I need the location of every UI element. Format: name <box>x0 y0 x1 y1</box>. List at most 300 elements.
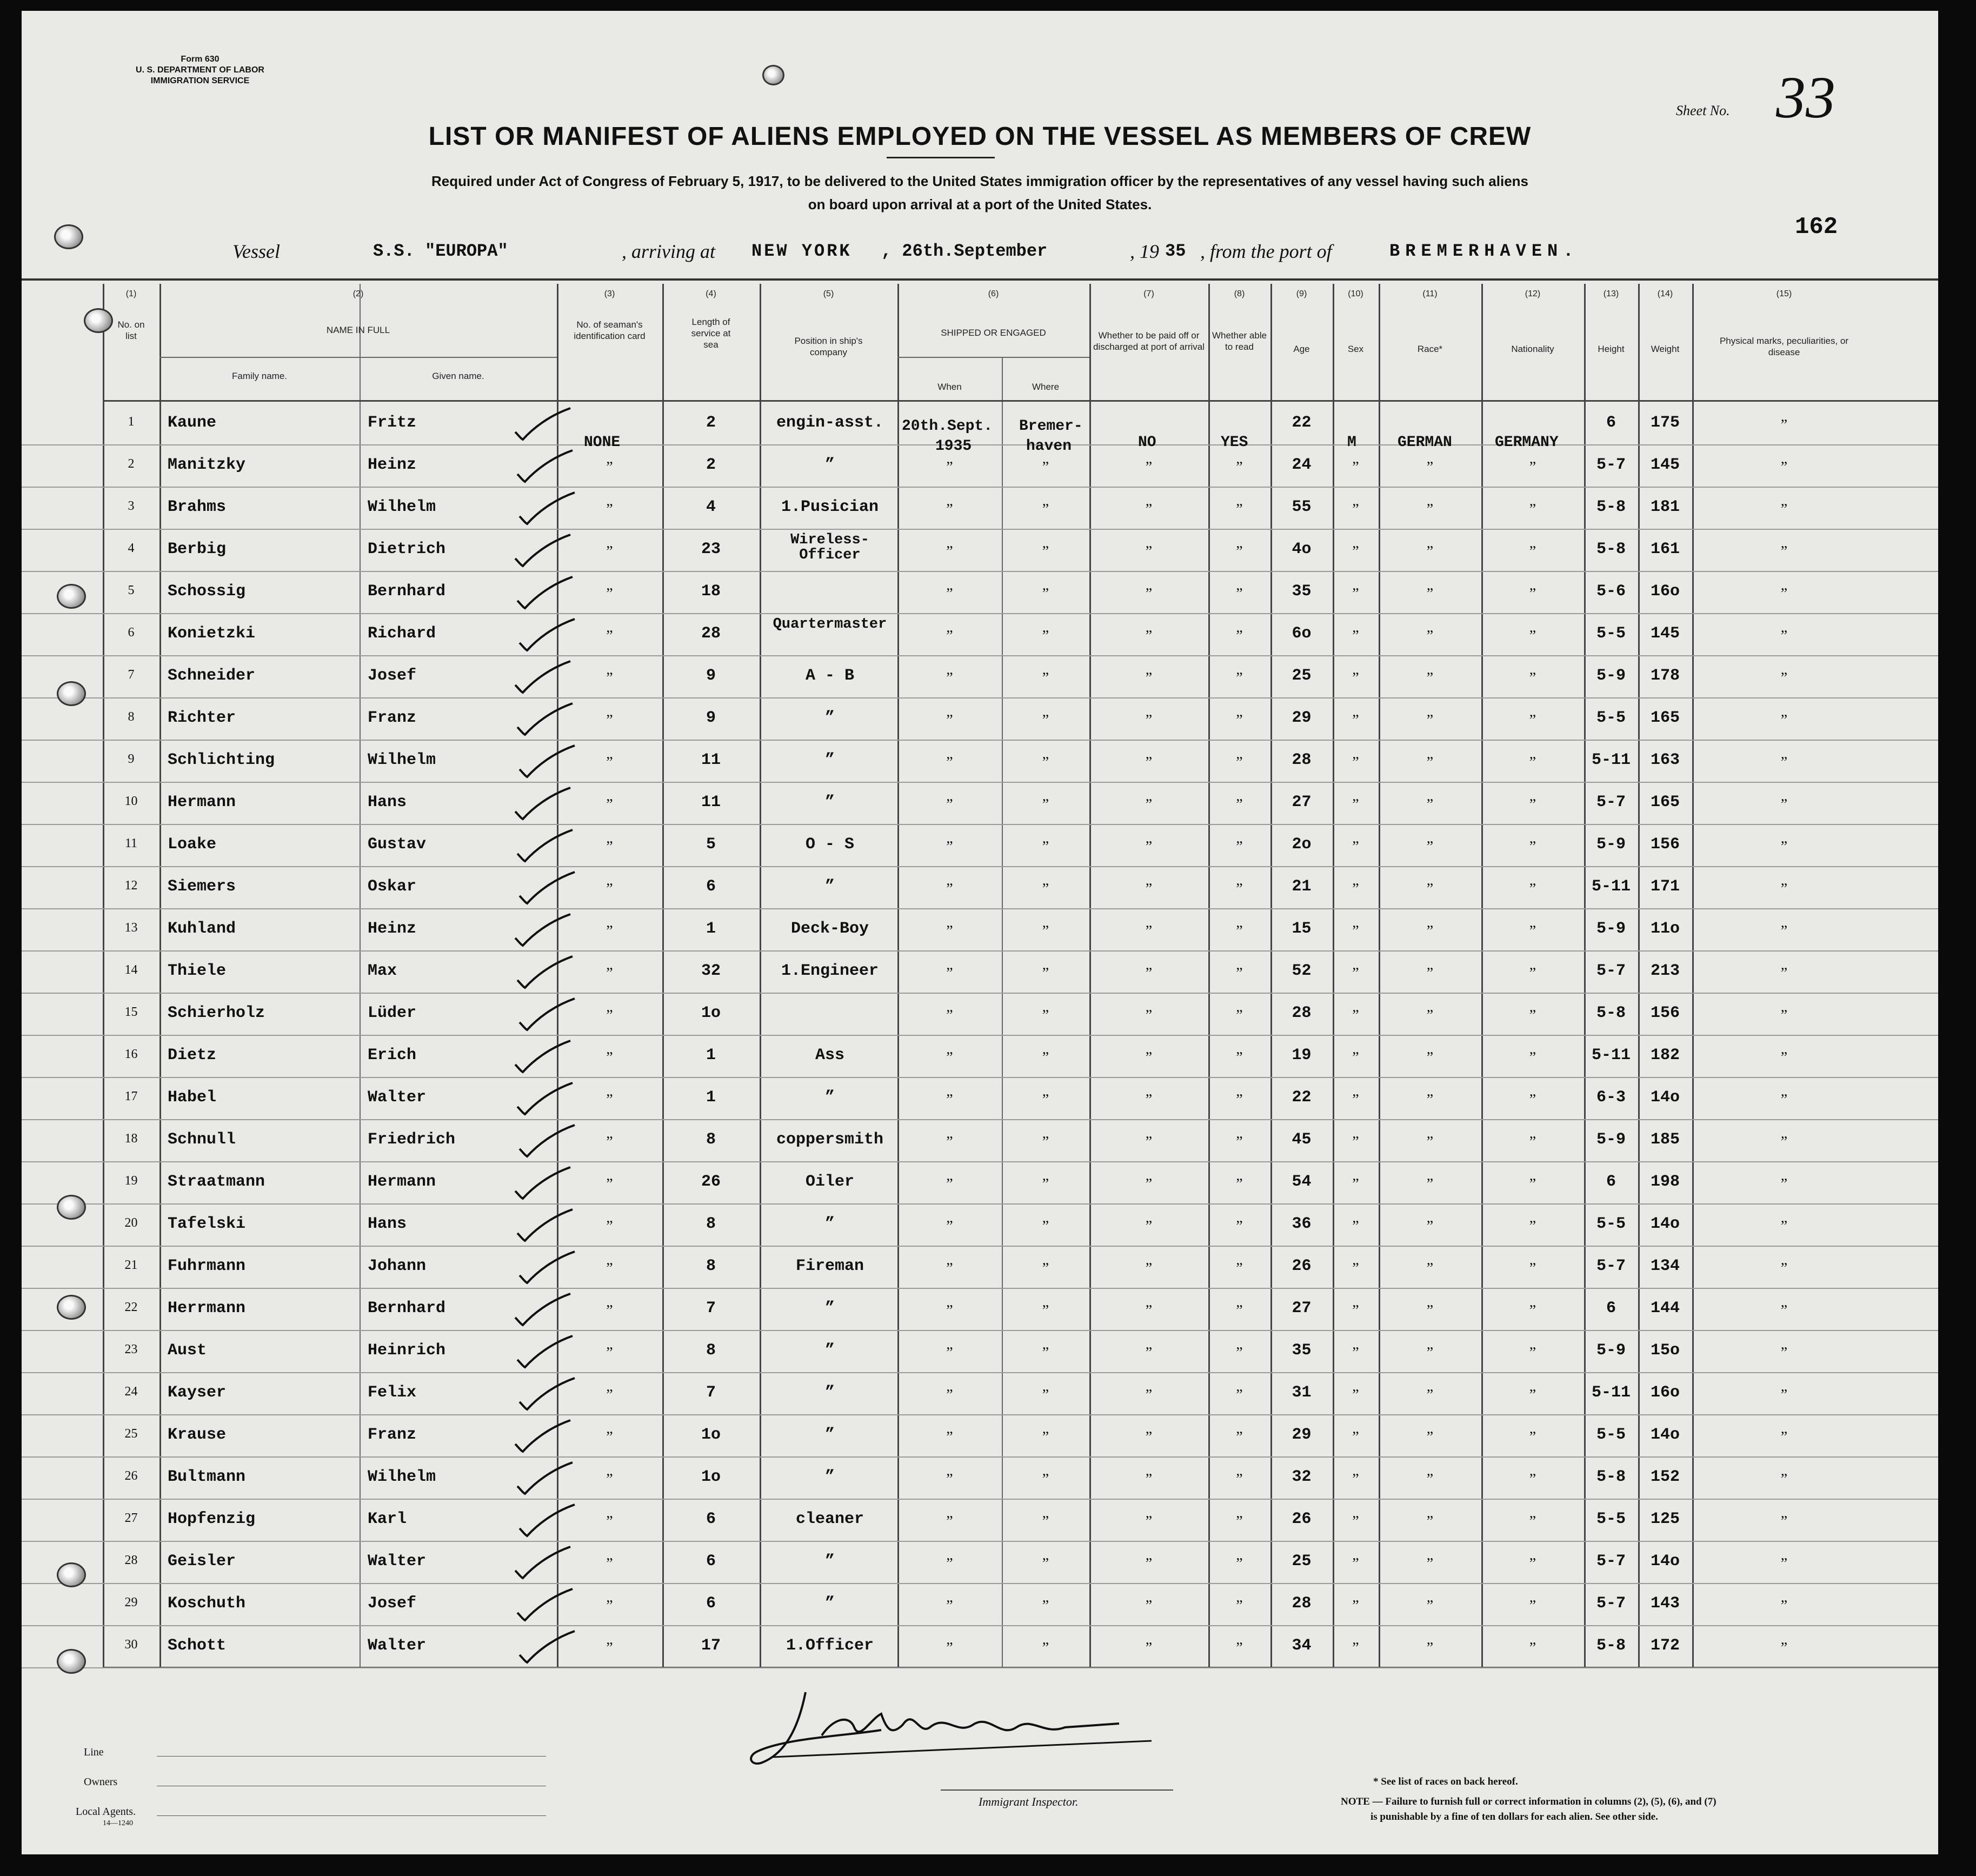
cell-service: 18 <box>701 582 721 601</box>
cell-given: Hans <box>368 1215 407 1233</box>
ditto-mark: ” <box>1145 1092 1153 1108</box>
cell-height: 5-9 <box>1596 1341 1626 1360</box>
col3-header: No. of seaman's identification card <box>574 320 646 341</box>
ditto-mark: ” <box>1426 586 1434 602</box>
binder-hole <box>54 224 83 249</box>
ditto-mark: ” <box>1236 923 1243 940</box>
able-to-read-value: YES <box>1221 434 1248 451</box>
ditto-mark: ” <box>1042 1176 1049 1193</box>
ditto-mark: ” <box>1780 839 1788 855</box>
cell-family: Straatmann <box>168 1173 265 1191</box>
ditto-mark: ” <box>946 1049 953 1066</box>
ditto-mark: ” <box>1236 1218 1243 1235</box>
col1-number: (1) <box>125 289 137 298</box>
cell-weight: 156 <box>1650 1004 1680 1022</box>
ditto-mark: ” <box>1042 1640 1049 1657</box>
ditto-mark: ” <box>1529 712 1536 729</box>
cell-given: Johann <box>368 1257 427 1275</box>
check-mark-icon <box>513 1206 578 1244</box>
cell-service: 26 <box>701 1173 721 1191</box>
cell-no: 30 <box>124 1638 138 1652</box>
ditto-mark: ” <box>1426 1260 1434 1277</box>
cell-no: 9 <box>128 752 135 766</box>
ditto-mark: ” <box>1145 1345 1153 1361</box>
cell-weight: 16o <box>1650 582 1680 601</box>
cell-service: 1 <box>706 1046 716 1065</box>
shipped-header-rule <box>897 357 1089 358</box>
col6-number: (6) <box>988 289 999 298</box>
ditto-mark: ” <box>1236 754 1243 771</box>
ditto-mark: ” <box>1145 1176 1153 1193</box>
ditto-mark: ” <box>1426 459 1434 476</box>
ditto-mark: ” <box>606 628 613 644</box>
ditto-mark: ” <box>1042 1387 1049 1403</box>
check-mark-icon <box>513 1080 578 1117</box>
ditto-mark: ” <box>946 543 953 560</box>
ditto-mark: ” <box>946 1598 953 1614</box>
ditto-mark: ” <box>1042 1007 1049 1024</box>
cell-age: 28 <box>1292 1594 1312 1613</box>
col15-number: (15) <box>1776 289 1792 298</box>
ditto-mark: ” <box>1236 459 1243 476</box>
ditto-mark: ” <box>1236 1640 1243 1657</box>
ditto-mark: ” <box>1529 1218 1536 1235</box>
cell-family: Habel <box>168 1088 217 1107</box>
check-mark-icon <box>513 827 578 864</box>
cell-weight: 198 <box>1650 1173 1680 1191</box>
cell-family: Manitzky <box>168 456 246 474</box>
cell-no: 24 <box>124 1385 138 1399</box>
cell-height: 5-7 <box>1596 1594 1626 1613</box>
col2-number: (2) <box>352 289 364 298</box>
table-row <box>22 1162 1938 1204</box>
cell-position: ” <box>824 1468 835 1486</box>
ditto-mark: ” <box>1780 1092 1788 1108</box>
ditto-mark: ” <box>1042 543 1049 560</box>
cell-family: Koschuth <box>168 1594 246 1613</box>
ditto-mark: ” <box>1426 1513 1434 1530</box>
cell-no: 5 <box>128 583 135 597</box>
check-mark-icon <box>515 1628 580 1666</box>
ditto-mark: ” <box>1352 1049 1359 1066</box>
cell-given: Heinz <box>368 920 417 938</box>
form-code: 14—1240 <box>103 1819 133 1827</box>
agents-label: Local Agents. <box>76 1806 136 1818</box>
ditto-mark: ” <box>1042 501 1049 518</box>
ditto-mark: ” <box>1145 1218 1153 1235</box>
vessel-label: Vessel <box>232 241 280 262</box>
ditto-mark: ” <box>606 923 613 940</box>
ditto-mark: ” <box>1780 1429 1788 1446</box>
penalty-note-line-1: NOTE — Failure to furnish full or correct information in columns (2), (5), (6), and (7) <box>1341 1796 1716 1807</box>
ditto-mark: ” <box>1529 1176 1536 1193</box>
cell-no: 8 <box>128 710 135 724</box>
ditto-mark: ” <box>946 670 953 687</box>
ditto-mark: ” <box>1780 754 1788 771</box>
arrival-year: 35 <box>1165 241 1186 261</box>
cell-age: 32 <box>1292 1468 1312 1486</box>
cell-height: 5-7 <box>1596 962 1626 980</box>
check-mark-icon <box>513 574 578 611</box>
ditto-mark: ” <box>1145 459 1153 476</box>
ditto-mark: ” <box>1426 923 1434 940</box>
cell-position: Wireless-Officer <box>790 532 869 563</box>
check-mark-icon <box>513 953 578 991</box>
table-row <box>22 1457 1938 1499</box>
cell-age: 27 <box>1292 1299 1312 1318</box>
ditto-mark: ” <box>1426 965 1434 982</box>
cell-given: Heinz <box>368 456 417 474</box>
cell-family: Konietzki <box>168 624 256 643</box>
ditto-mark: ” <box>606 796 613 813</box>
ditto-mark: ” <box>606 1555 613 1572</box>
cell-service: 6 <box>706 1594 716 1613</box>
ditto-mark: ” <box>606 881 613 897</box>
cell-weight: 178 <box>1650 667 1680 685</box>
cell-service: 6 <box>706 1510 716 1528</box>
ditto-mark: ” <box>1780 1134 1788 1150</box>
cell-height: 5-7 <box>1596 793 1626 811</box>
stamp-number: 162 <box>1795 214 1838 241</box>
ditto-mark: ” <box>946 712 953 729</box>
cell-age: 25 <box>1292 1552 1312 1571</box>
form-number: Form 630 <box>181 55 219 64</box>
cell-family: Schnull <box>168 1130 236 1149</box>
cell-height: 5-9 <box>1596 1130 1626 1149</box>
ditto-mark: ” <box>1529 543 1536 560</box>
ditto-mark: ” <box>1145 1513 1153 1530</box>
ditto-mark: ” <box>1780 1260 1788 1277</box>
cell-weight: 182 <box>1650 1046 1680 1065</box>
cell-given: Karl <box>368 1510 407 1528</box>
ditto-mark: ” <box>1780 965 1788 982</box>
ditto-mark: ” <box>1426 1471 1434 1488</box>
cell-age: 35 <box>1292 582 1312 601</box>
cell-age: 31 <box>1292 1383 1312 1402</box>
ditto-mark: ” <box>606 1260 613 1277</box>
ditto-mark: ” <box>1042 881 1049 897</box>
cell-position: Oiler <box>805 1173 854 1191</box>
ditto-mark: ” <box>1529 459 1536 476</box>
ditto-mark: ” <box>1529 670 1536 687</box>
ditto-mark: ” <box>1042 628 1049 644</box>
ditto-mark: ” <box>1352 754 1359 771</box>
cell-height: 5-11 <box>1591 877 1631 896</box>
cell-position: ” <box>824 877 835 896</box>
cell-age: 21 <box>1292 877 1312 896</box>
ditto-mark: ” <box>1042 1134 1049 1150</box>
cell-given: Erich <box>368 1046 417 1065</box>
cell-no: 4 <box>128 541 135 555</box>
cell-weight: 134 <box>1650 1257 1680 1275</box>
ditto-mark: ” <box>606 1429 613 1446</box>
check-mark-icon <box>513 447 578 485</box>
ditto-mark: ” <box>1145 839 1153 855</box>
ditto-mark: ” <box>946 1429 953 1446</box>
cell-position: Ass <box>815 1046 844 1065</box>
cell-position: ” <box>824 456 835 474</box>
cell-age: 34 <box>1292 1636 1312 1655</box>
ditto-mark: ” <box>606 712 613 729</box>
ditto-mark: ” <box>606 1134 613 1150</box>
ditto-mark: ” <box>1145 670 1153 687</box>
ditto-mark: ” <box>606 1345 613 1361</box>
col4-header: Length of service at sea <box>691 317 731 350</box>
binder-hole <box>84 308 113 333</box>
table-row <box>22 1035 1938 1077</box>
ditto-mark: ” <box>1145 543 1153 560</box>
cell-age: 28 <box>1292 751 1312 769</box>
binder-hole <box>57 681 86 706</box>
arriving-label: , arriving at <box>622 241 716 262</box>
table-row <box>22 909 1938 951</box>
ditto-mark: ” <box>1042 754 1049 771</box>
cell-given: Wilhelm <box>368 1468 436 1486</box>
col14-header: Weight <box>1651 344 1680 354</box>
cell-position: ” <box>824 709 835 727</box>
ditto-mark: ” <box>1780 501 1788 518</box>
cell-age: 29 <box>1292 1426 1312 1444</box>
cell-family: Schossig <box>168 582 246 601</box>
ditto-mark: ” <box>1426 1176 1434 1193</box>
cell-given: Walter <box>368 1552 427 1571</box>
ditto-mark: ” <box>1145 1555 1153 1572</box>
ditto-mark: ” <box>1426 501 1434 518</box>
ditto-mark: ” <box>1042 839 1049 855</box>
cell-service: 9 <box>706 667 716 685</box>
ditto-mark: ” <box>1529 1007 1536 1024</box>
ditto-mark: ” <box>1426 1640 1434 1657</box>
check-mark-icon <box>511 1544 576 1581</box>
cell-height: 5-5 <box>1596 1215 1626 1233</box>
ditto-mark: ” <box>1780 1302 1788 1319</box>
ditto-mark: ” <box>1529 1345 1536 1361</box>
ditto-mark: ” <box>1352 1176 1359 1193</box>
cell-family: Hermann <box>168 793 236 811</box>
ditto-mark: ” <box>1042 459 1049 476</box>
cell-height: 5-9 <box>1596 667 1626 685</box>
ditto-mark: ” <box>1236 712 1243 729</box>
cell-position: ” <box>824 1299 835 1318</box>
cell-given: Max <box>368 962 397 980</box>
ditto-mark: ” <box>1236 1134 1243 1150</box>
cell-no: 16 <box>124 1047 138 1061</box>
voyage-line <box>232 238 1660 265</box>
cell-family: Hopfenzig <box>168 1510 256 1528</box>
cell-no: 15 <box>124 1005 138 1019</box>
table-row <box>22 656 1938 698</box>
cell-no: 20 <box>124 1216 138 1230</box>
ditto-mark: ” <box>946 501 953 518</box>
ditto-mark: ” <box>1145 1640 1153 1657</box>
table-row <box>22 1204 1938 1246</box>
cell-service: 5 <box>706 835 716 854</box>
binder-hole <box>57 1649 86 1674</box>
col6-header: SHIPPED OR ENGAGED <box>941 328 1046 338</box>
ditto-mark: ” <box>1352 1302 1359 1319</box>
ditto-mark: ” <box>1352 1260 1359 1277</box>
cell-height: 5-5 <box>1596 624 1626 643</box>
cell-no: 11 <box>124 836 138 850</box>
cell-height: 5-11 <box>1591 1383 1631 1402</box>
cell-family: Schneider <box>168 667 256 685</box>
cell-no: 10 <box>124 794 138 808</box>
ditto-mark: ” <box>1145 501 1153 518</box>
ditto-mark: ” <box>1145 1049 1153 1066</box>
inspector-signature <box>741 1676 1162 1784</box>
ditto-mark: ” <box>1145 754 1153 771</box>
cell-height: 5-8 <box>1596 1468 1626 1486</box>
cell-position: A - B <box>805 667 854 685</box>
ditto-mark: ” <box>1042 1092 1049 1108</box>
ditto-mark: ” <box>1529 1134 1536 1150</box>
table-row <box>22 1626 1938 1668</box>
cell-no: 3 <box>128 499 135 513</box>
ditto-mark: ” <box>1236 670 1243 687</box>
cell-weight: 143 <box>1650 1594 1680 1613</box>
ditto-mark: ” <box>1352 459 1359 476</box>
cell-age: 22 <box>1292 1088 1312 1107</box>
check-mark-icon <box>515 616 580 654</box>
cell-given: Josef <box>368 667 417 685</box>
ditto-mark: ” <box>1042 1598 1049 1614</box>
table-row <box>22 1415 1938 1457</box>
cell-family: Schlichting <box>168 751 275 769</box>
ditto-mark: ” <box>1529 1513 1536 1530</box>
cell-height: 5-8 <box>1596 540 1626 558</box>
check-mark-icon <box>515 869 580 907</box>
cell-age: 27 <box>1292 793 1312 811</box>
ditto-mark: ” <box>1236 1007 1243 1024</box>
col13-number: (13) <box>1603 289 1619 298</box>
cell-weight: 144 <box>1650 1299 1680 1318</box>
cell-position: ” <box>824 793 835 811</box>
cell-family: Bultmann <box>168 1468 246 1486</box>
ditto-mark: ” <box>606 1218 613 1235</box>
cell-height: 5-6 <box>1596 582 1626 601</box>
cell-no: 2 <box>128 457 135 471</box>
cell-position: Deck-Boy <box>790 920 869 938</box>
ditto-mark: ” <box>946 754 953 771</box>
col15-header: Physical marks, peculiarities, or disease <box>1719 336 1849 357</box>
ditto-mark: ” <box>1529 1092 1536 1108</box>
cell-height: 5-5 <box>1596 1510 1626 1528</box>
ditto-mark: ” <box>1236 1092 1243 1108</box>
check-mark-icon <box>515 995 580 1033</box>
col8-header: Whether able to read <box>1212 330 1267 352</box>
cell-given: Bernhard <box>368 582 446 601</box>
ditto-mark: ” <box>1780 923 1788 940</box>
ditto-mark: ” <box>1352 1513 1359 1530</box>
cell-family: Schierholz <box>168 1004 265 1022</box>
ditto-mark: ” <box>1352 796 1359 813</box>
cell-age: 19 <box>1292 1046 1312 1065</box>
ditto-mark: ” <box>606 586 613 602</box>
ditto-mark: ” <box>606 1049 613 1066</box>
cell-family: Brahms <box>168 498 227 516</box>
cell-weight: 14o <box>1650 1088 1680 1107</box>
ditto-mark: ” <box>1780 1345 1788 1361</box>
cell-given: Richard <box>368 624 436 643</box>
departure-port: BREMERHAVEN. <box>1389 241 1579 261</box>
ditto-mark: ” <box>1042 923 1049 940</box>
cell-weight: 14o <box>1650 1215 1680 1233</box>
cell-given: Walter <box>368 1088 427 1107</box>
ditto-mark: ” <box>606 1092 613 1108</box>
ditto-mark: ” <box>606 839 613 855</box>
ditto-mark: ” <box>606 459 613 476</box>
ditto-mark: ” <box>946 1007 953 1024</box>
ditto-mark: ” <box>1236 796 1243 813</box>
cell-service: 7 <box>706 1383 716 1402</box>
cell-given: Bernhard <box>368 1299 446 1318</box>
check-mark-icon <box>515 1122 580 1160</box>
ditto-mark: ” <box>1145 1598 1153 1614</box>
check-mark-icon <box>511 784 576 822</box>
ditto-mark: ” <box>1426 670 1434 687</box>
ditto-mark: ” <box>1352 1471 1359 1488</box>
cell-height: 6 <box>1606 1299 1616 1318</box>
ditto-mark: ” <box>1426 1429 1434 1446</box>
ditto-mark: ” <box>1352 543 1359 560</box>
ditto-mark: ” <box>946 1302 953 1319</box>
check-mark-icon <box>511 531 576 569</box>
ditto-mark: ” <box>1529 754 1536 771</box>
ditto-mark: ” <box>1145 796 1153 813</box>
ditto-mark: ” <box>1780 417 1788 434</box>
table-row <box>22 1331 1938 1373</box>
ditto-mark: ” <box>1352 501 1359 518</box>
cell-age: 15 <box>1292 920 1312 938</box>
cell-given: Hermann <box>368 1173 436 1191</box>
col8-number: (8) <box>1234 289 1245 298</box>
cell-no: 22 <box>124 1300 138 1314</box>
cell-family: Dietz <box>168 1046 217 1065</box>
ditto-mark: ” <box>1426 1007 1434 1024</box>
cell-service: 6 <box>706 877 716 896</box>
cell-height: 5-9 <box>1596 920 1626 938</box>
cell-given: Franz <box>368 1426 417 1444</box>
ditto-mark: ” <box>1145 1007 1153 1024</box>
ditto-mark: ” <box>1426 1134 1434 1150</box>
ditto-mark: ” <box>946 1176 953 1193</box>
cell-no: 25 <box>124 1427 138 1441</box>
ditto-mark: ” <box>1042 586 1049 602</box>
cell-no: 17 <box>124 1089 138 1103</box>
cell-service: 6 <box>706 1552 716 1571</box>
cell-weight: 181 <box>1650 498 1680 516</box>
ditto-mark: ” <box>1236 1598 1243 1614</box>
table-top-border <box>22 278 1938 281</box>
cell-weight: 125 <box>1650 1510 1680 1528</box>
table-row <box>22 1077 1938 1120</box>
cell-height: 5-7 <box>1596 1257 1626 1275</box>
ditto-mark: ” <box>1780 1598 1788 1614</box>
ditto-mark: ” <box>606 501 613 518</box>
binder-hole <box>57 1562 86 1587</box>
cell-service: 23 <box>701 540 721 558</box>
cell-weight: 145 <box>1650 624 1680 643</box>
shipped-where-line1: Bremer- <box>1019 418 1083 435</box>
cell-service: 1o <box>701 1468 721 1486</box>
ditto-mark: ” <box>606 543 613 560</box>
ditto-mark: ” <box>1042 670 1049 687</box>
ditto-mark: ” <box>1352 586 1359 602</box>
cell-no: 1 <box>128 415 135 429</box>
cell-position: ” <box>824 1594 835 1613</box>
cell-age: 4o <box>1292 540 1312 558</box>
ditto-mark: ” <box>946 1092 953 1108</box>
